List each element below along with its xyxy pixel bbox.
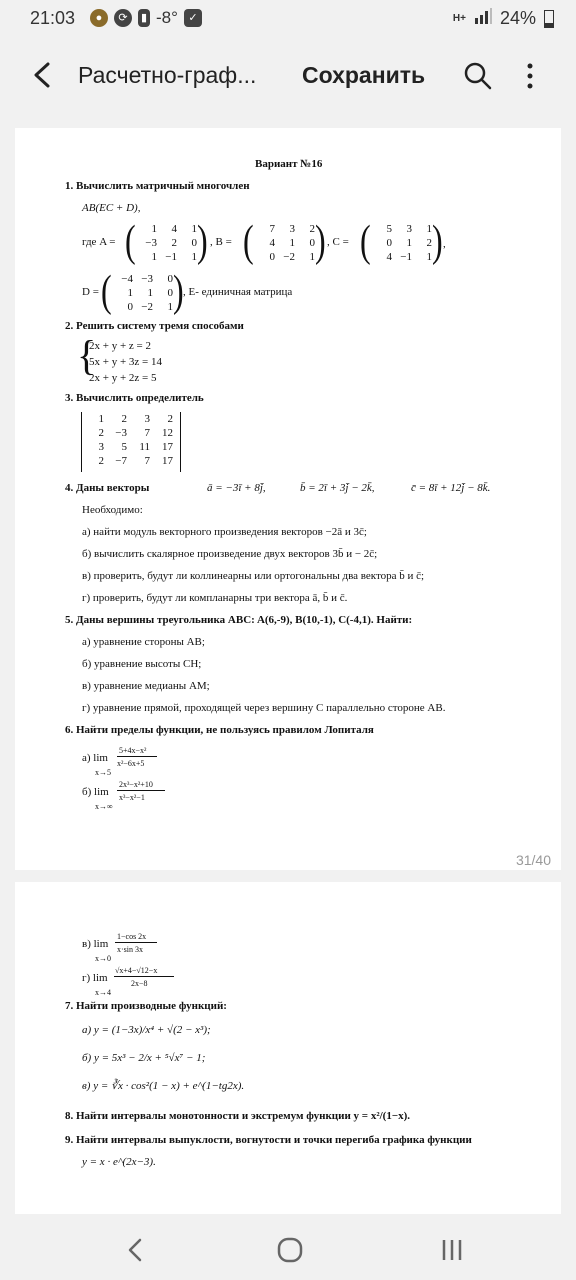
matrix-cell: 2	[309, 223, 315, 235]
matrix-d-label: D =	[82, 286, 99, 298]
limit-a: а) lim	[82, 752, 108, 764]
matrix-cell: −1	[165, 251, 177, 263]
page-number: 31/40	[515, 852, 551, 868]
matrix-cell: −2	[283, 251, 295, 263]
back-arrow-icon[interactable]	[30, 58, 60, 92]
notification-icons	[90, 8, 202, 28]
task-2-title: 2. Решить систему тремя способами	[65, 320, 244, 332]
matrix-cell: 3	[289, 223, 295, 235]
matrix-cell: 0	[167, 273, 173, 285]
matrix-cell: 4	[269, 237, 275, 249]
limit-v-denominator: x·sin 3x	[117, 945, 143, 954]
matrix-cell: 1	[426, 251, 432, 263]
limit-a-numerator: 5+4x−x²	[119, 746, 147, 755]
equation-2: 5x + y + 3z = 14	[89, 356, 162, 368]
matrix-cell: 3	[406, 223, 412, 235]
battery-text: 24%	[499, 8, 536, 28]
recent-apps-icon[interactable]	[434, 1234, 470, 1266]
limit-b-subscript: x→∞	[95, 802, 113, 811]
matrix-cell: 1	[147, 287, 153, 299]
matrix-cell: 1	[151, 251, 157, 263]
matrix-cell: −2	[141, 301, 153, 313]
matrix-cell: 0	[167, 287, 173, 299]
vector-a: ā = −3ī + 8j̄,	[207, 482, 266, 494]
task-5b: б) уравнение высоты CH;	[82, 658, 202, 670]
task-8-title: 8. Найти интервалы монотонности и экстремум функции y = x²/(1−x).	[65, 1110, 411, 1122]
task-9-title: 9. Найти интервалы выпуклости, вогнутости и точки перегиба графика функции	[65, 1134, 472, 1146]
task-1-expression: AB(EC + D),	[82, 202, 141, 214]
derivative-b: б) y = 5x³ − 2/x + ⁵√x⁷ − 1;	[82, 1052, 206, 1064]
document-page	[15, 128, 561, 870]
search-icon[interactable]	[462, 60, 494, 92]
battery-icon	[544, 10, 554, 28]
matrix-cell: 0	[127, 301, 133, 313]
paren-left: (	[360, 214, 371, 266]
matrix-cell: 2	[426, 237, 432, 249]
determinant-cell: 11	[139, 441, 150, 453]
matrix-cell: −4	[121, 273, 133, 285]
document-title: Расчетно-граф...	[78, 62, 257, 88]
matrix-b	[243, 214, 326, 266]
limit-v-subscript: x→0	[95, 954, 111, 963]
limit-g-numerator: √x+4−√12−x	[115, 966, 158, 975]
limit-b-denominator: x³−x²−1	[119, 793, 145, 802]
paren-right: )	[173, 264, 184, 316]
save-button[interactable]: Сохранить	[302, 62, 426, 88]
home-nav-icon[interactable]	[272, 1234, 308, 1266]
matrix-c	[360, 214, 443, 266]
limit-a-subscript: x→5	[95, 768, 111, 777]
necessary-label: Необходимо:	[82, 504, 143, 516]
status-bar	[0, 0, 576, 36]
determinant-cell: 17	[162, 441, 173, 453]
matrix-cell: 5	[386, 223, 392, 235]
matrix-c-label: , C =	[327, 236, 349, 248]
task-4v: в) проверить, будут ли коллинеарны или ортогональны два вектора b̄ и c̄;	[82, 570, 425, 582]
matrix-cell: 1	[151, 223, 157, 235]
matrix-cell: 1	[406, 237, 412, 249]
task-4b: б) вычислить скалярное произведение двух векторов 3b̄ и − 2c̄;	[82, 548, 378, 560]
network-type: H+	[452, 13, 466, 24]
matrix-b-label: , B =	[210, 236, 232, 248]
determinant	[81, 412, 181, 472]
task-5v: в) уравнение медианы AM;	[82, 680, 210, 692]
paren-right: )	[432, 214, 443, 266]
matrix-cell: 1	[191, 223, 197, 235]
determinant-cell: 2	[98, 427, 104, 439]
task-1-title: 1. Вычислить матричный многочлен	[65, 180, 250, 192]
matrix-cell: 0	[191, 237, 197, 249]
equation-3: 2x + y + 2z = 5	[89, 372, 157, 384]
limit-b: б) lim	[82, 786, 109, 798]
more-options-icon[interactable]	[520, 60, 540, 92]
determinant-cell: 3	[98, 441, 104, 453]
paren-right: )	[315, 214, 326, 266]
derivative-a: а) y = (1−3x)/x⁴ + √(2 − x³);	[82, 1024, 211, 1036]
matrix-cell: 1	[289, 237, 295, 249]
task-9-function: y = x · e^(2x−3).	[82, 1156, 156, 1168]
identity-note: , E- единичная матрица	[183, 286, 293, 298]
determinant-cell: 2	[167, 413, 173, 425]
matrix-cell: 1	[309, 251, 315, 263]
determinant-cell: 17	[162, 455, 173, 467]
vector-b: b̄ = 2ī + 3j̄ − 2k̄,	[300, 482, 375, 494]
determinant-cell: 7	[144, 455, 150, 467]
task-5-title: 5. Даны вершины треугольника ABC: A(6,-9), B(10,-1), C(-4,1). Найти:	[65, 614, 413, 626]
determinant-cell: 5	[121, 441, 127, 453]
matrix-cell: 1	[426, 223, 432, 235]
task-5g: г) уравнение прямой, проходящей через вершину C параллельно стороне AB.	[82, 702, 446, 714]
matrix-a-label: где A =	[82, 236, 116, 248]
matrix-cell: 1	[167, 301, 173, 313]
matrix-cell: −3	[141, 273, 153, 285]
matrix-a	[125, 214, 208, 266]
matrix-cell: −1	[400, 251, 412, 263]
matrix-cell: 1	[191, 251, 197, 263]
sync-icon: ⟳	[114, 9, 132, 27]
limit-g: г) lim	[82, 972, 108, 984]
clock: 21:03	[30, 8, 76, 28]
system-brace: {	[77, 331, 97, 380]
app-bar	[0, 44, 576, 108]
matrix-cell: 4	[386, 251, 392, 263]
paren-left: (	[243, 214, 254, 266]
temperature: -8°	[156, 8, 178, 27]
task-4a: а) найти модуль векторного произведения векторов −2ā и 3c̄;	[82, 526, 367, 538]
paren-left: (	[101, 264, 112, 316]
task-3-title: 3. Вычислить определитель	[65, 392, 204, 404]
vector-c: c̄ = 8ī + 12j̄ − 8k̄.	[411, 482, 491, 494]
sim-card-icon: ▮	[138, 9, 150, 27]
signal-icon	[474, 8, 492, 29]
system-icons	[453, 8, 554, 29]
paren-right: )	[197, 214, 208, 266]
task-4g: г) проверить, будут ли компланарны три вектора ā, b̄ и c̄.	[82, 592, 348, 604]
matrix-d	[101, 264, 184, 316]
navigation-bar	[0, 1220, 576, 1280]
determinant-cell: −7	[115, 455, 127, 467]
matrix-cell: 0	[269, 251, 275, 263]
matrix-cell: 7	[269, 223, 275, 235]
limit-v: в) lim	[82, 938, 109, 950]
checkbox-icon: ✓	[184, 9, 202, 27]
matrix-c-end: ,	[443, 238, 446, 250]
determinant-cell: −3	[115, 427, 127, 439]
limit-b-numerator: 2x³−x²+10	[119, 780, 153, 789]
matrix-cell: 0	[309, 237, 315, 249]
derivative-v: в) y = ∛x · cos²(1 − x) + e^(1−tg2x).	[82, 1080, 245, 1092]
determinant-cell: 1	[98, 413, 104, 425]
matrix-cell: 0	[386, 237, 392, 249]
limit-v-numerator: 1−cos 2x	[117, 932, 147, 941]
task-6-title: 6. Найти пределы функции, не пользуясь правилом Лопиталя	[65, 724, 374, 736]
paren-left: (	[125, 214, 136, 266]
matrix-cell: 4	[171, 223, 177, 235]
cookie-icon: ●	[90, 9, 108, 27]
determinant-cell: 2	[121, 413, 127, 425]
equation-1: 2x + y + z = 2	[89, 340, 151, 352]
determinant-cell: 2	[98, 455, 104, 467]
task-5a: а) уравнение стороны AB;	[82, 636, 205, 648]
matrix-cell: −3	[145, 237, 157, 249]
task-4-title: 4. Даны векторы	[65, 482, 150, 494]
limit-g-subscript: x→4	[95, 988, 111, 997]
determinant-cell: 3	[144, 413, 150, 425]
determinant-cell: 12	[162, 427, 173, 439]
determinant-cell: 7	[144, 427, 150, 439]
back-nav-icon[interactable]	[118, 1234, 154, 1266]
document-page	[15, 882, 561, 1214]
limit-a-denominator: x²−6x+5	[117, 759, 145, 768]
variant-title: Вариант №16	[255, 158, 323, 170]
task-7-title: 7. Найти производные функций:	[65, 1000, 227, 1012]
matrix-cell: 1	[127, 287, 133, 299]
limit-g-denominator: 2x−8	[131, 979, 148, 988]
matrix-cell: 2	[171, 237, 177, 249]
